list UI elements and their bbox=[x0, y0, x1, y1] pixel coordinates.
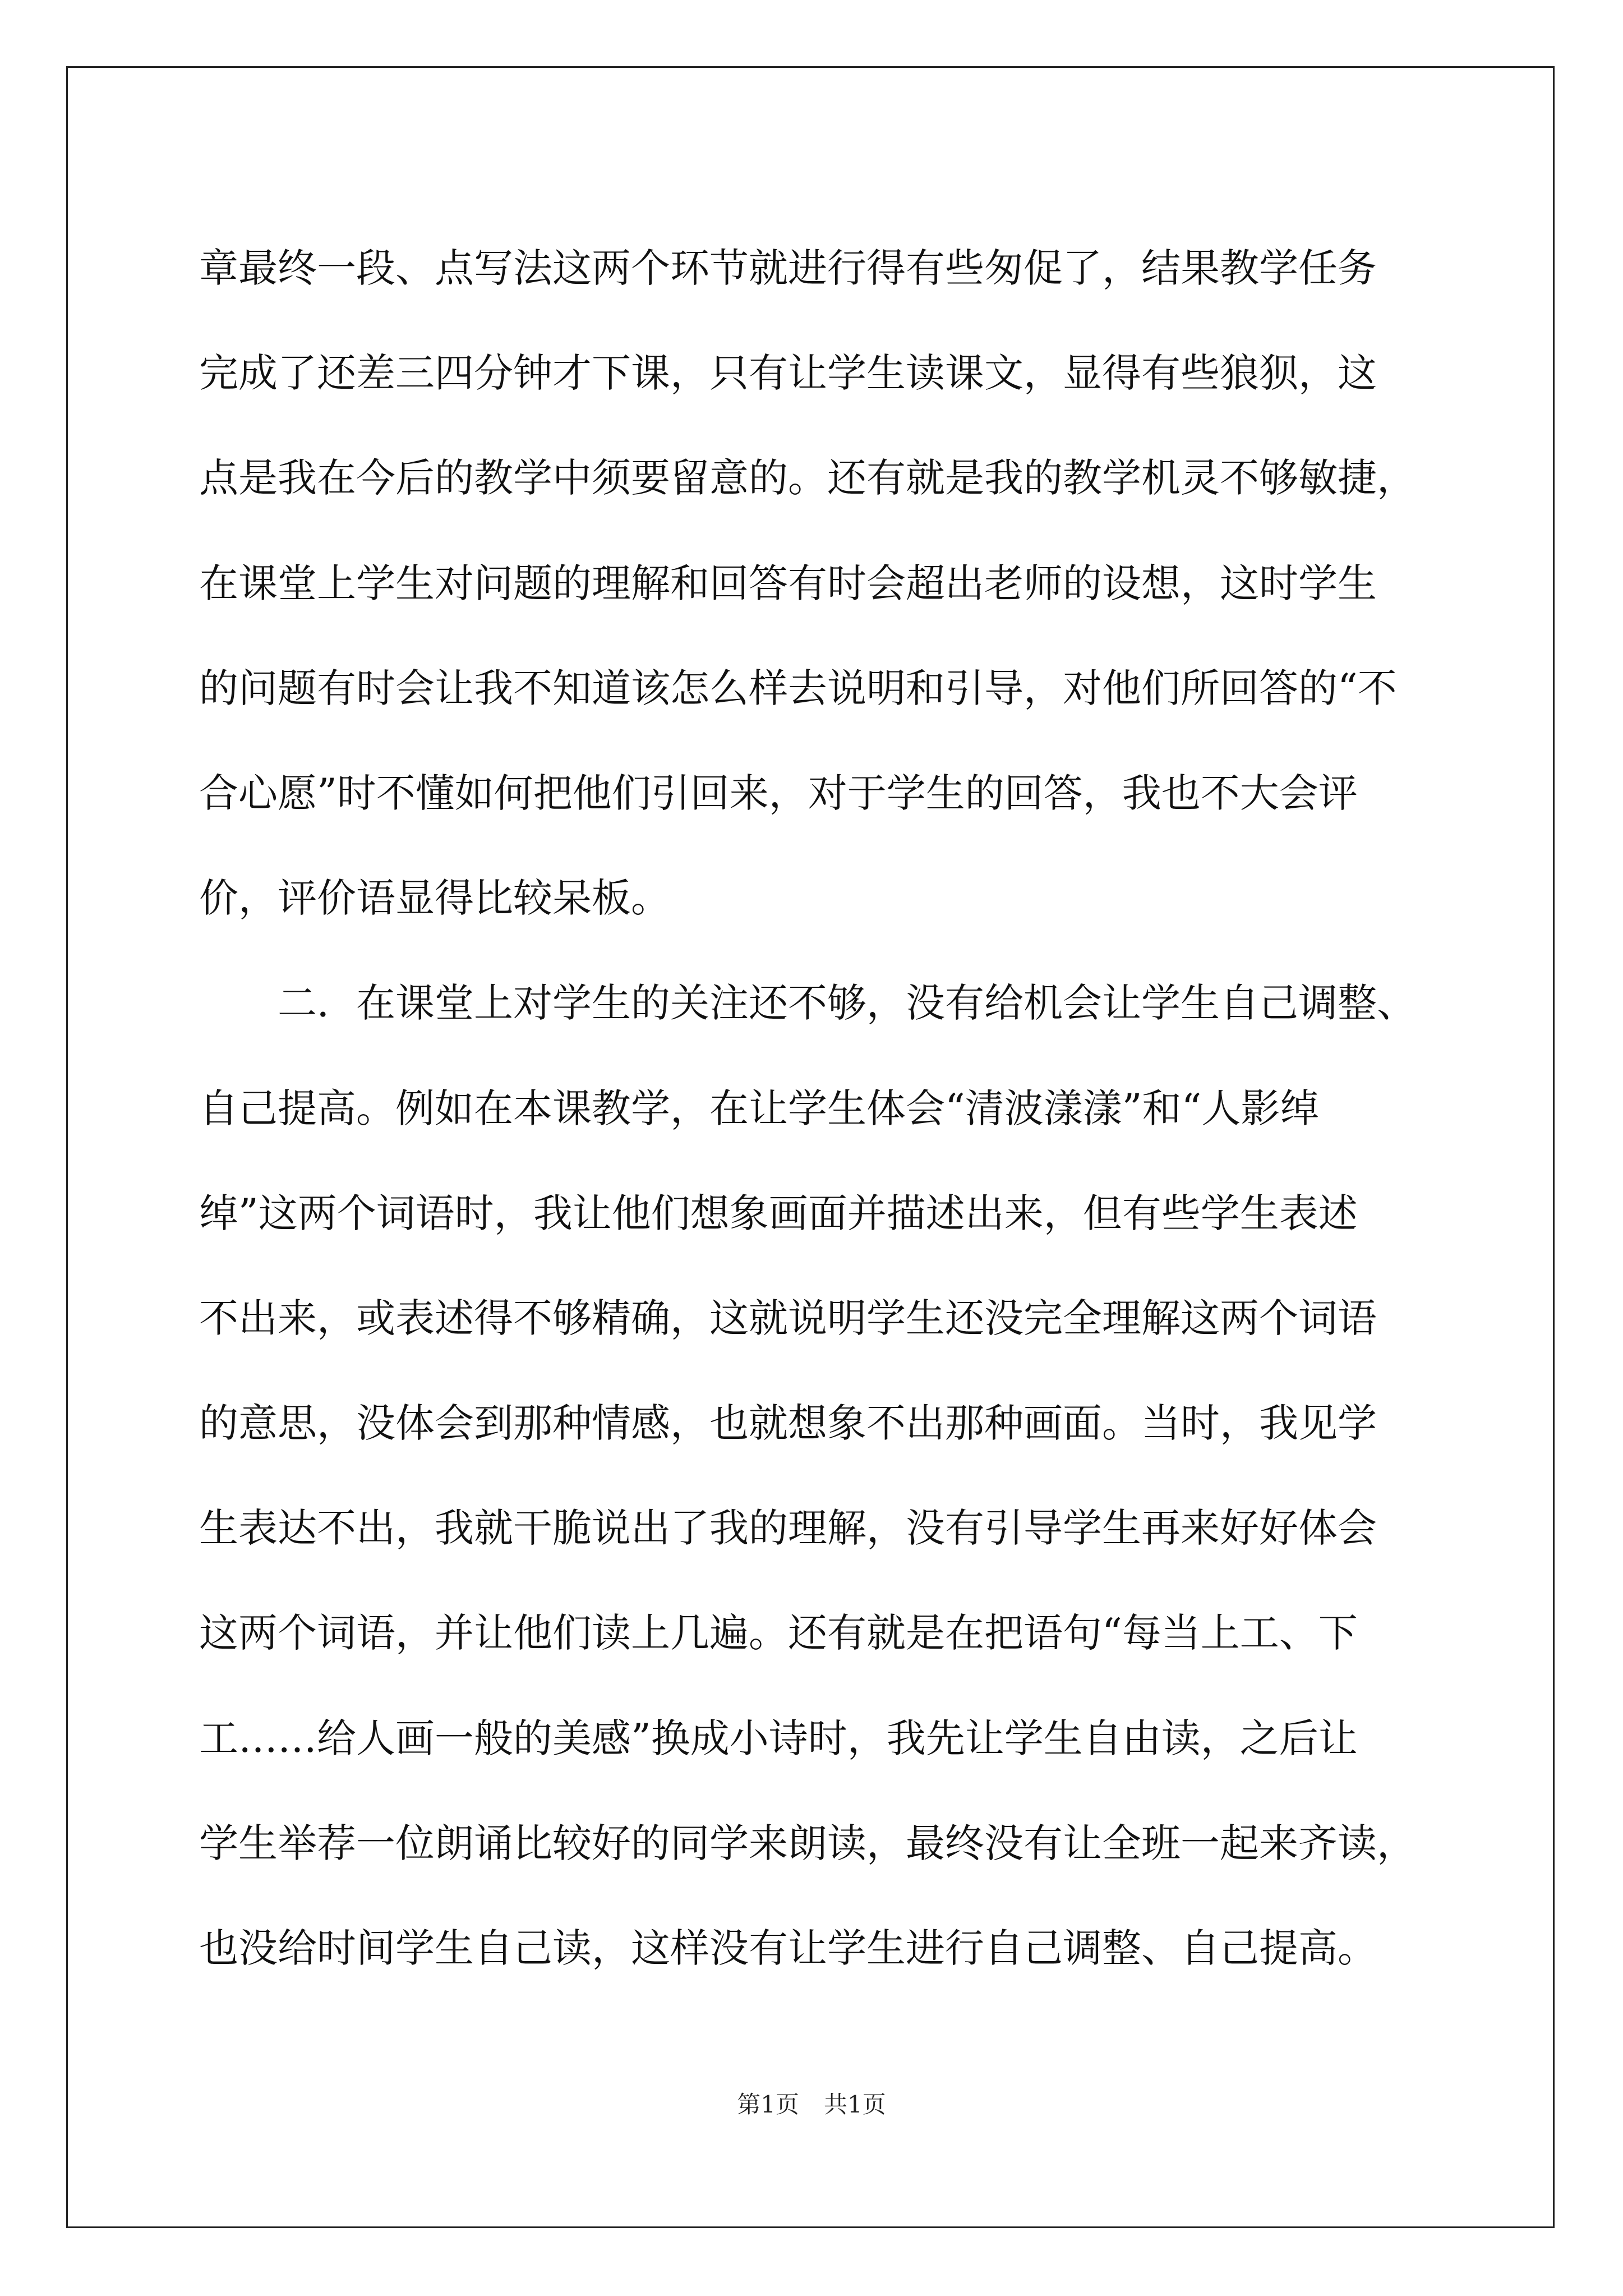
text-line: 这两个词语，并让他们读上几遍。还有就是在把语句“每当上工、下 bbox=[199, 1610, 1358, 1657]
text-line: 完成了还差三四分钟才下课，只有让学生读课文，显得有些狼狈，这 bbox=[199, 350, 1377, 397]
text-line: 学生举荐一位朗诵比较好的同学来朗读，最终没有让全班一起来齐读， bbox=[199, 1820, 1416, 1866]
document-body bbox=[199, 216, 1438, 2001]
text-line: 的意思，没体会到那种情感，也就想象不出那种画面。当时，我见学 bbox=[199, 1400, 1377, 1447]
text-line: 章最终一段、点写法这两个环节就进行得有些匆促了，结果教学任务 bbox=[199, 245, 1377, 291]
text-line: 价，评价语显得比较呆板。 bbox=[199, 875, 670, 922]
page-footer bbox=[0, 2088, 1623, 2122]
text-line: 在课堂上学生对问题的理解和回答有时会超出老师的设想，这时学生 bbox=[199, 560, 1377, 606]
text-line: 不出来，或表述得不够精确，这就说明学生还没完全理解这两个词语 bbox=[199, 1295, 1377, 1341]
page-number: 第1页 bbox=[737, 2091, 799, 2118]
page-total: 共1页 bbox=[824, 2091, 886, 2118]
text-line: 点是我在今后的教学中须要留意的。还有就是我的教学机灵不够敏捷， bbox=[199, 455, 1416, 501]
text-line: 的问题有时会让我不知道该怎么样去说明和引导，对他们所回答的“不 bbox=[199, 665, 1397, 711]
text-line: 工……给人画一般的美感”换成小诗时，我先让学生自由读，之后让 bbox=[199, 1715, 1358, 1761]
paragraph-first-line: 二．在课堂上对学生的关注还不够，没有给机会让学生自己调整、 bbox=[278, 980, 1416, 1027]
text-line: 合心愿”时不懂如何把他们引回来，对于学生的回答，我也不大会评 bbox=[199, 770, 1358, 816]
text-line: 自己提高。例如在本课教学，在让学生体会“清波漾漾”和“人影绰 bbox=[199, 1085, 1320, 1131]
text-line: 绰”这两个词语时，我让他们想象画面并描述出来，但有些学生表述 bbox=[199, 1190, 1358, 1236]
text-line: 也没给时间学生自己读，这样没有让学生进行自己调整、自己提高。 bbox=[199, 1925, 1377, 1971]
text-line: 生表达不出，我就干脆说出了我的理解，没有引导学生再来好好体会 bbox=[199, 1505, 1377, 1552]
